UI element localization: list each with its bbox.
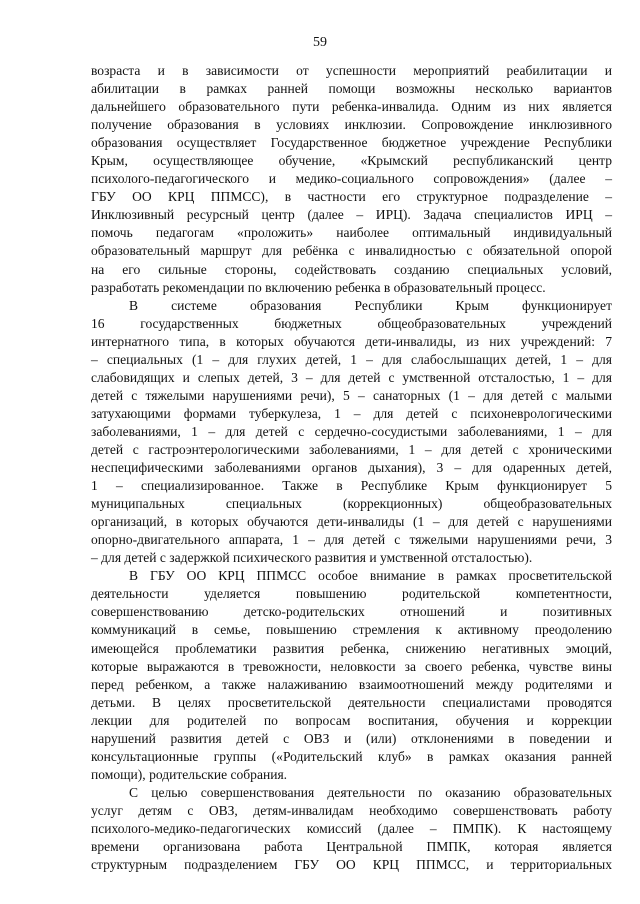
text-line: образовательный маршрут для ребёнка с инвалидностью с обязательной опорой bbox=[91, 243, 612, 259]
text-line: 1 – специализированное. Также в Республике Крым функционирует 5 bbox=[91, 478, 612, 494]
text-line: детей с гастроэнтерологическими заболеваниями, 1 – для детей с хроническими bbox=[91, 441, 612, 457]
text-line: услуг детям с ОВЗ, детям-инвалидам необходимо совершенствовать работу bbox=[91, 802, 612, 818]
text-line: психолого-медико-педагогических комиссий (далее – ПМПК). К настоящему bbox=[91, 820, 612, 836]
text-line: Крым, осуществляющее обучение, «Крымский республиканский центр bbox=[91, 153, 612, 169]
text-line: В системе образования Республики Крым функционирует bbox=[129, 297, 612, 313]
text-line: деятельности уделяется повышению родительской компетентности, bbox=[91, 586, 612, 602]
text-line: организаций, в которых обучаются дети-инвалиды (1 – для детей с нарушениями bbox=[91, 514, 612, 530]
text-line: коммуникаций в семье, повышению стремления к активному преодолению bbox=[91, 622, 612, 638]
text-line: консультационные группы («Родительский клуб» в рамках оказания ранней bbox=[91, 748, 612, 764]
text-line: ГБУ ОО КРЦ ППМСС), в частности его структурное подразделение – bbox=[91, 189, 612, 205]
text-line: лекции для родителей по вопросам воспитания, обучения и коррекции bbox=[91, 712, 612, 728]
text-line: – специальных (1 – для глухих детей, 1 – для слабослышащих детей, 1 – для bbox=[91, 351, 612, 367]
page-number: 59 bbox=[313, 35, 327, 50]
text-line: Инклюзивный ресурсный центр (далее – ИРЦ). Задача специалистов ИРЦ – bbox=[91, 207, 612, 223]
text-line: затухающими формами туберкулеза, 1 – для детей с психоневрологическими bbox=[91, 405, 612, 421]
text-line: образования осуществляет Государственное бюджетное учреждение Республики bbox=[91, 135, 612, 151]
text-line: детьми. В целях просветительской деятельности специалистами проводятся bbox=[91, 694, 612, 710]
text-line: 16 государственных бюджетных общеобразовательных учреждений bbox=[91, 315, 612, 331]
text-line: В ГБУ ОО КРЦ ППМСС особое внимание в рамках просветительской bbox=[129, 568, 612, 584]
text-line: опорно-двигательного аппарата, 1 – для детей с тяжелыми нарушениями речи, 3 bbox=[91, 532, 612, 548]
paragraph-parental-education bbox=[91, 567, 612, 784]
text-line: на его сильные стороны, содействовать созданию специальных условий, bbox=[91, 261, 612, 277]
text-line: структурным подразделением ГБУ ОО КРЦ ППМСС, и территориальных bbox=[91, 857, 612, 873]
text-line: – для детей с задержкой психического развития и умственной отсталостью). bbox=[91, 550, 533, 566]
text-line: помощи), родительские собрания. bbox=[91, 766, 288, 782]
paragraph-education-system bbox=[91, 297, 612, 568]
text-line: совершенствованию детско-родительских отношений и позитивных bbox=[91, 604, 612, 620]
paragraph-continuation bbox=[91, 62, 612, 297]
text-line: интернатного типа, в которых обучаются дети-инвалиды, из них учреждений: 7 bbox=[91, 333, 612, 349]
text-line: имеющейся проблематики развития ребенка, снижению негативных эмоций, bbox=[91, 640, 612, 656]
text-line: психолого-педагогического и медико-социального сопровождения» (далее – bbox=[91, 171, 612, 187]
text-line: абилитации в рамках ранней помощи возможны несколько вариантов bbox=[91, 81, 612, 97]
text-line: муниципальных специальных (коррекционных) общеобразовательных bbox=[91, 496, 612, 512]
text-line: слабовидящих и слепых детей, 3 – для детей с умственной отсталостью, 1 – для bbox=[91, 369, 612, 385]
text-line: неспецифическими заболеваниями органов дыхания), 3 – для одаренных детей, bbox=[91, 460, 612, 476]
paragraph-pmpk bbox=[91, 784, 612, 874]
text-line: времени организована работа Центральной ПМПК, которая является bbox=[91, 839, 612, 855]
text-line: детей с тяжелыми нарушениями речи), 5 – санаторных (1 – для детей с малыми bbox=[91, 387, 612, 403]
text-line: С целью совершенствования деятельности по оказанию образовательных bbox=[129, 784, 612, 800]
text-line: заболеваниями, 1 – для детей с сердечно-сосудистыми заболеваниями, 1 – для bbox=[91, 423, 612, 439]
text-line: дальнейшего образовательного пути ребенка-инвалида. Одним из них является bbox=[91, 99, 612, 115]
text-line: нарушений развития детей с ОВЗ и (или) отклонениями в поведении и bbox=[91, 730, 612, 746]
text-line: разработать рекомендации по включению ребенка в образовательный процесс. bbox=[91, 279, 546, 295]
text-line: возраста и в зависимости от успешности мероприятий реабилитации и bbox=[91, 63, 612, 78]
text-line: перед ребенком, а также налаживанию взаимоотношений между родителями и bbox=[91, 676, 612, 692]
text-line: получение образования в условиях инклюзии. Сопровождение инклюзивного bbox=[91, 117, 612, 133]
text-line: помочь педагогам «проложить» наиболее оптимальный индивидуальный bbox=[91, 225, 612, 241]
body-text bbox=[91, 62, 612, 874]
text-line: которые выражаются в тревожности, неловкости за своего ребенка, чувстве вины bbox=[91, 658, 612, 674]
